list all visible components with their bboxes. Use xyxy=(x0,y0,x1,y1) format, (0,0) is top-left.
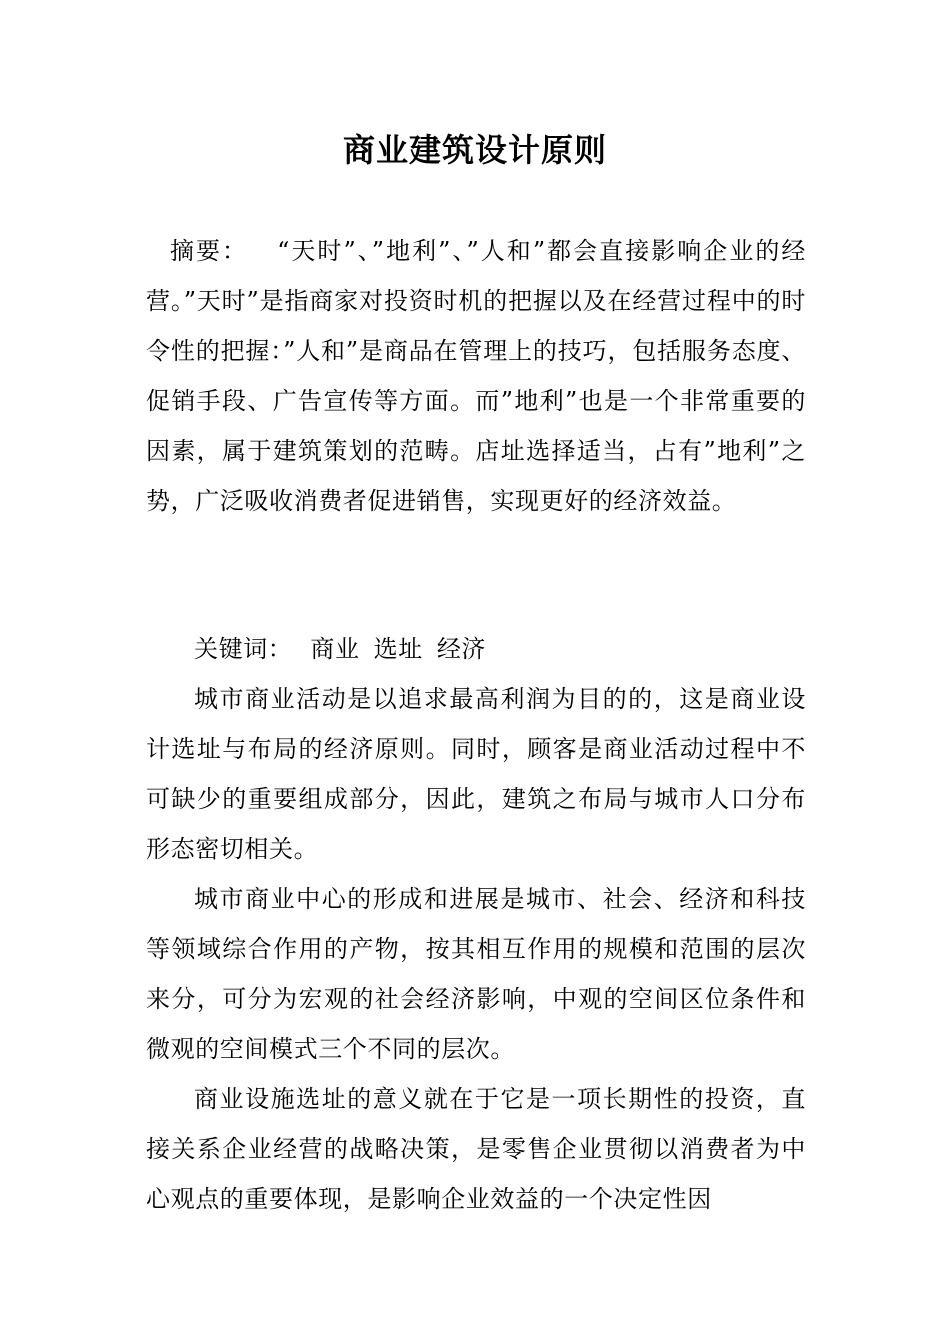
keywords-label: 关键词： xyxy=(194,635,293,663)
abstract-label: 摘要： xyxy=(170,237,249,265)
keyword-item: 选址 xyxy=(373,635,423,663)
abstract-block xyxy=(146,226,806,526)
body-paragraph: 城市商业活动是以追求最高利润为目的的，这是商业设计选址与布局的经济原则。同时，顾客是商业活动过程中不可缺少的重要组成部分，因此，建筑之布局与城市人口分布形态密切相关。 xyxy=(146,685,806,863)
document-title: 商业建筑设计原则 xyxy=(342,131,607,169)
body-paragraph: 商业设施选址的意义就在于它是一项长期性的投资，直接关系企业经营的战略决策，是零售企业贯彻以消费者为中心观点的重要体现，是影响企业效益的一个决定性因 xyxy=(146,1085,806,1213)
body-paragraph: 城市商业中心的形成和进展是城市、社会、经济和科技等领域综合作用的产物，按其相互作用的规模和范围的层次来分，可分为宏观的社会经济影响，中观的空间区位条件和微观的空间模式三个不同的层次。 xyxy=(146,885,806,1063)
keyword-item: 经济 xyxy=(436,635,487,663)
abstract-text: “天时”、”地利”、”人和”都会直接影响企业的经营。”天时”是指商家对投资时机的把握以及在经营过程中的时令性的把握：”人和”是商品在管理上的技巧，包括服务态度、促销手段、广告宣传等方面。而”地利”也是一个非常重要的因素，属于建筑策划的范畴。店址选择适当，占有”地利”之势，广泛吸收消费者促进销售，实现更好的经济效益。 xyxy=(146,237,806,515)
keywords-block xyxy=(146,624,806,674)
keyword-item: 商业 xyxy=(310,635,360,663)
